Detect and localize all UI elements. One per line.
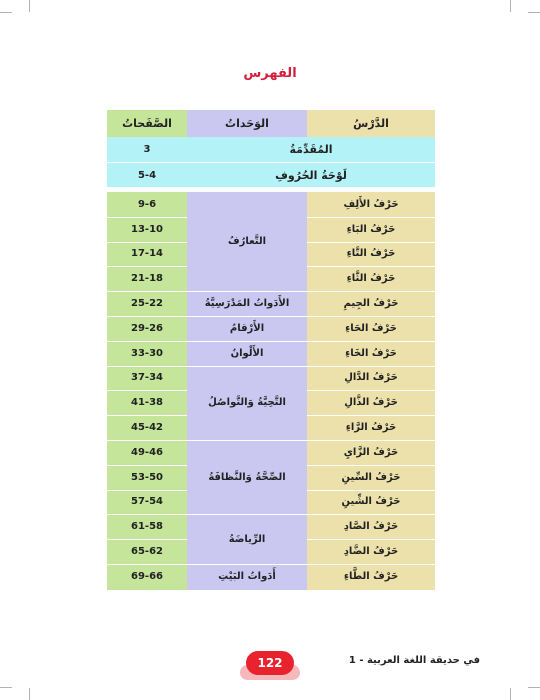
lesson-pages-cell: 45-42 [131,422,163,434]
unit-name-cell: الرِّياضَةُ [228,533,266,545]
lesson-pages-cell: 65-62 [131,546,163,558]
lesson-pages-cell: 53-50 [131,471,163,483]
page-number: 122 [246,651,294,675]
intro-title-cell: لَوْحَةُ الحُرُوفِ [275,168,347,182]
row-divider [307,341,435,342]
lesson-name-cell: حَرْفُ الزَّايِ [343,446,399,458]
unit-name-cell: الأَدَواتُ المَدْرَسِيَّةُ [204,298,290,310]
row-divider [307,217,435,218]
header-lesson-label: الدَّرْسُ [353,117,389,130]
lesson-name-cell: حَرْفُ الدَّالِ [344,372,398,384]
row-divider [307,266,435,267]
lesson-name-cell: حَرْفُ الصَّادِ [343,521,399,533]
header-pages-label: الصَّفَحاتُ [122,117,172,130]
crop-mark [528,687,540,688]
lesson-name-cell: حَرْفُ الأَلِفِ [343,198,399,210]
intro-pages-cell: 5-4 [137,169,157,181]
row-divider [307,366,435,367]
intro-title-cell: المُقَدِّمَةُ [289,143,333,156]
lesson-pages-cell: 17-14 [131,248,163,260]
lesson-pages-cell: 25-22 [131,298,163,310]
lesson-pages-cell: 29-26 [131,322,163,334]
row-divider [107,316,187,317]
lesson-pages-cell: 37-34 [131,372,163,384]
row-divider [107,242,187,243]
row-divider [107,564,187,565]
row-divider [107,341,187,342]
row-divider [307,539,435,540]
lesson-name-cell: حَرْفُ الجِيمِ [343,298,399,310]
book-title: في حديقة اللغة العربية - 1 [348,655,480,666]
header-units [187,110,307,137]
row-divider [307,490,435,491]
row-divider [307,564,435,565]
unit-name-cell: الأَرْقامُ [229,322,265,334]
header-lesson [307,110,435,137]
lesson-name-cell: حَرْفُ البَاءِ [346,223,396,235]
lesson-pages-cell: 13-10 [131,223,163,235]
unit-name-cell: الأَلْوانُ [230,347,264,359]
lesson-name-cell: حَرْفُ الثَّاءِ [346,273,396,285]
row-divider [307,291,435,292]
crop-mark [510,0,511,12]
row-divider [107,514,187,515]
row-divider [107,366,187,367]
intro-pages-cell: 3 [143,144,151,155]
lesson-pages-cell: 49-46 [131,446,163,458]
lesson-pages-cell: 33-30 [131,347,163,359]
row-divider [107,217,187,218]
lesson-name-cell: حَرْفُ الضَّادِ [343,546,399,558]
row-divider [307,514,435,515]
unit-name-cell: التَّعارُفُ [227,236,267,248]
row-divider [107,465,187,466]
lesson-name-cell: حَرْفُ الطَّاءِ [343,570,399,582]
crop-mark [528,12,540,13]
row-divider [107,415,187,416]
unit-name-cell: الصِّحَّةُ وَالنَّظافَةُ [208,471,286,483]
row-divider [107,390,187,391]
crop-mark [0,687,12,688]
lesson-name-cell: حَرْفُ الذَّالِ [344,397,398,409]
page-title: الفهرس [243,66,297,81]
row-divider [307,440,435,441]
lesson-pages-cell: 57-54 [131,496,163,508]
lesson-pages-cell: 21-18 [131,273,163,285]
lesson-name-cell: حَرْفُ الخَاءِ [345,347,397,359]
lesson-pages-cell: 69-66 [131,570,163,582]
row-divider [307,316,435,317]
unit-name-cell: أَدَواتُ البَيْتِ [218,570,276,582]
row-divider [107,440,187,441]
row-divider [107,539,187,540]
crop-mark [510,688,511,700]
row-divider [107,490,187,491]
lesson-name-cell: حَرْفُ السِّينِ [341,471,401,483]
lesson-pages-cell: 9-6 [137,198,157,210]
row-divider [107,291,187,292]
lesson-pages-cell: 61-58 [131,521,163,533]
row-divider [107,266,187,267]
lesson-pages-cell: 41-38 [131,397,163,409]
row-divider [307,242,435,243]
row-divider [307,415,435,416]
lesson-name-cell: حَرْفُ الشِّينِ [341,496,401,508]
lesson-name-cell: حَرْفُ التَّاءِ [346,248,396,260]
lesson-name-cell: حَرْفُ الرَّاءِ [345,422,397,434]
unit-name-cell: التَّحِيَّةُ وَالتَّواصُلُ [208,397,286,409]
crop-mark [29,0,30,12]
header-units-label: الوَحَداتُ [225,117,269,130]
crop-mark [29,688,30,700]
header-pages [107,110,187,137]
row-divider [307,390,435,391]
row-divider [307,465,435,466]
lesson-name-cell: حَرْفُ الحَاءِ [345,322,397,334]
crop-mark [0,12,12,13]
